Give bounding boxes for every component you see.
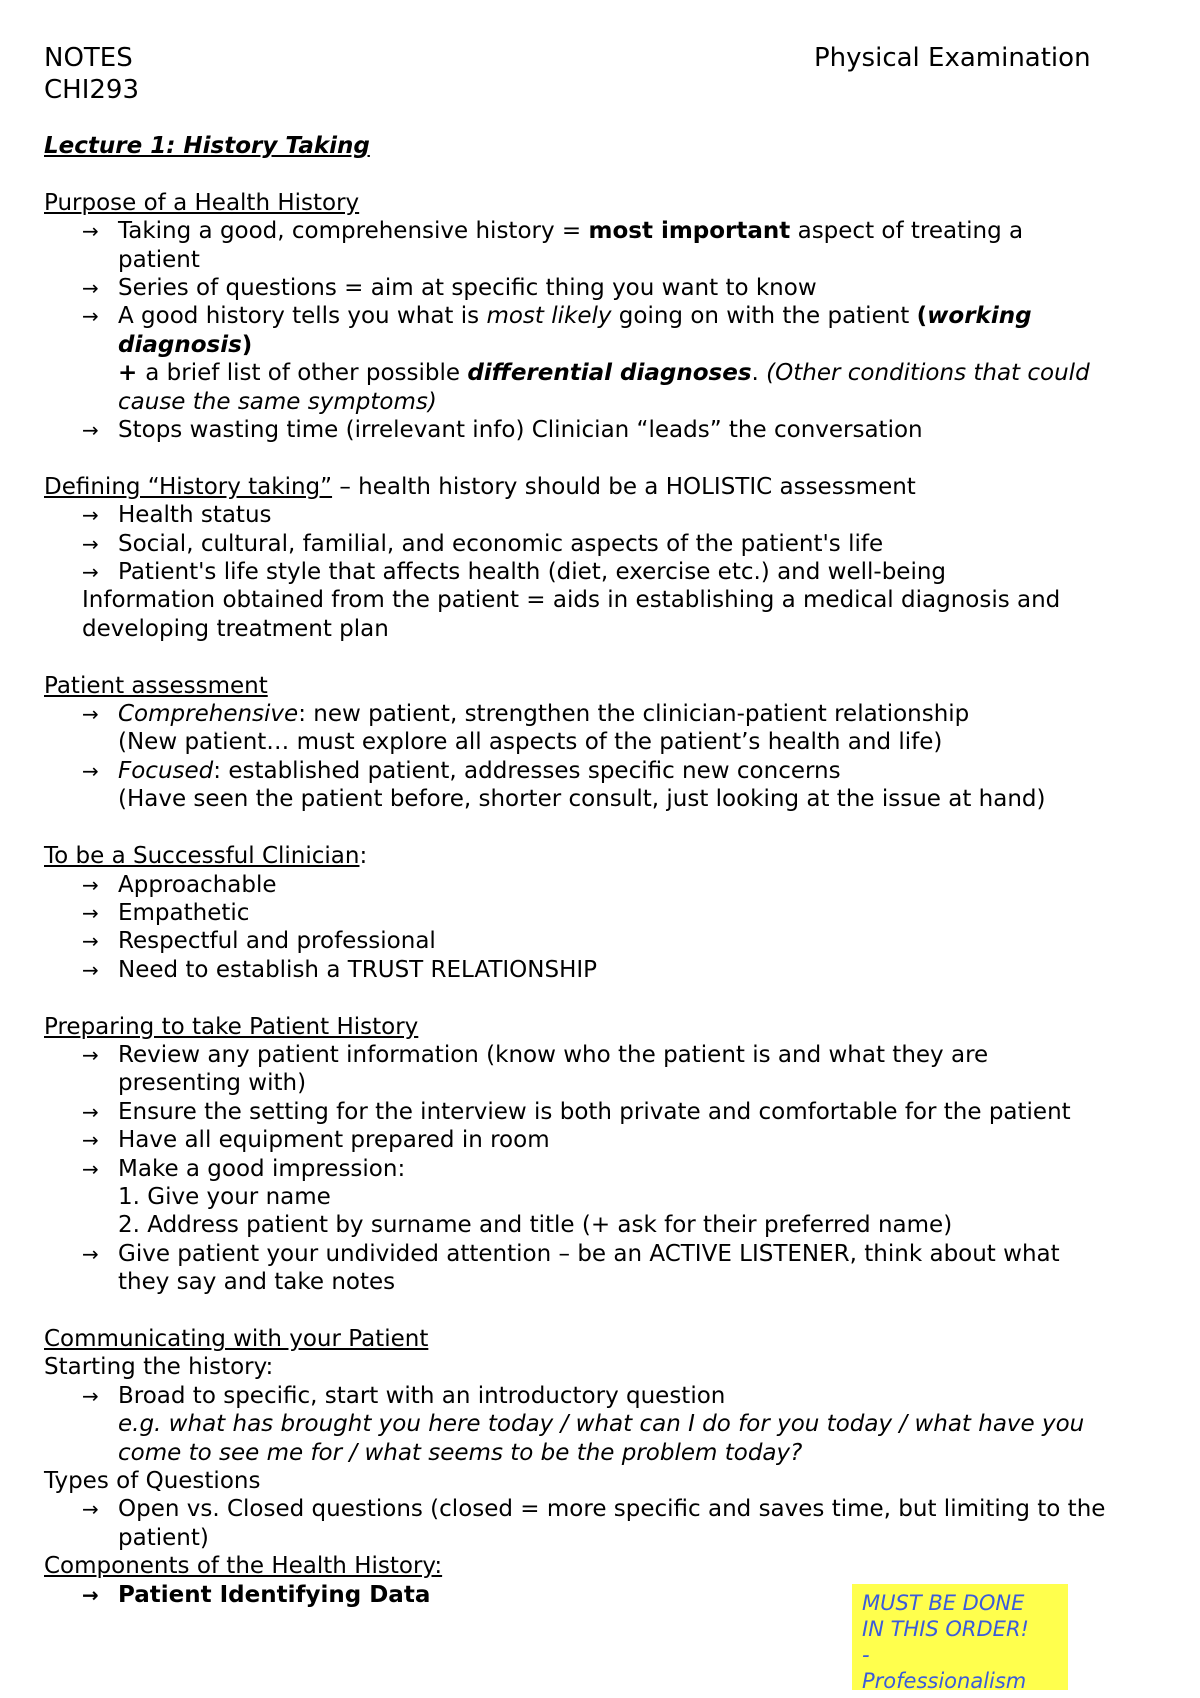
list-subitem: 1. Give your name — [118, 1183, 331, 1210]
arrow-icon: → — [82, 1241, 99, 1266]
arrow-icon: → — [82, 304, 99, 329]
arrow-icon: → — [82, 1099, 99, 1124]
arrow-icon: → — [82, 503, 99, 528]
sticky-note — [852, 1584, 1068, 1690]
list-item: → Taking a good, comprehensive history = most important aspect of treating a — [82, 218, 1024, 245]
list-item: → Comprehensive: new patient, strengthen the clinician-patient relationship — [82, 701, 970, 728]
notes-body — [44, 132, 1174, 1609]
list-item: → Patient Identifying Data — [82, 1581, 431, 1608]
arrow-icon: → — [82, 929, 99, 954]
paragraph-line: Information obtained from the patient = aids in establishing a medical diagnosis and — [82, 587, 1061, 614]
section-heading-components: Components of the Health History: — [44, 1553, 443, 1580]
example-line: e.g. what has brought you here today / what can I do for you today / what have you — [118, 1411, 1085, 1438]
list-item: → Need to establish a TRUST RELATIONSHIP — [82, 956, 598, 983]
list-item-continuation: + a brief list of other possible differential diagnoses. (Other conditions that could — [118, 360, 1090, 387]
header-notes: NOTES — [44, 43, 133, 73]
list-item: → Have all equipment prepared in room — [82, 1127, 550, 1154]
arrow-icon: → — [82, 1582, 99, 1607]
arrow-icon: → — [82, 1497, 99, 1522]
arrow-icon: → — [82, 560, 99, 585]
list-item: → Stops wasting time (irrelevant info) Clinician “leads” the conversation — [82, 417, 923, 444]
sticky-note-line: MUST BE DONE — [862, 1591, 1025, 1615]
subheading-starting: Starting the history: — [44, 1354, 274, 1381]
arrow-icon: → — [82, 276, 99, 301]
list-item-continuation: (Have seen the patient before, shorter consult, just looking at the issue at hand) — [118, 786, 1046, 813]
arrow-icon: → — [82, 900, 99, 925]
list-item-continuation: patient) — [118, 1524, 209, 1551]
list-item: → Review any patient information (know who the patient is and what they are — [82, 1041, 989, 1068]
arrow-icon: → — [82, 418, 99, 443]
list-subitem: 2. Address patient by surname and title (+ ask for their preferred name) — [118, 1212, 953, 1239]
list-item-continuation: patient — [118, 246, 200, 273]
arrow-icon: → — [82, 872, 99, 897]
section-heading-purpose: Purpose of a Health History — [44, 189, 360, 216]
arrow-icon: → — [82, 531, 99, 556]
lecture-title: Lecture 1: History Taking — [44, 133, 370, 159]
list-item: → Focused: established patient, addresses specific new concerns — [82, 757, 841, 784]
paragraph-line: developing treatment plan — [82, 615, 389, 642]
arrow-icon: → — [82, 758, 99, 783]
arrow-icon: → — [82, 1128, 99, 1153]
example-line: come to see me for / what seems to be the problem today? — [118, 1439, 803, 1466]
arrow-icon: → — [82, 1042, 99, 1067]
list-item: → Empathetic — [82, 899, 250, 926]
section-heading-preparing: Preparing to take Patient History — [44, 1013, 419, 1040]
arrow-icon: → — [82, 957, 99, 982]
list-item-continuation: cause the same symptoms) — [118, 388, 437, 415]
section-heading-defining: Defining “History taking” – health history should be a HOLISTIC assessment — [44, 473, 916, 500]
subheading-types: Types of Questions — [44, 1468, 261, 1494]
list-item-continuation: presenting with) — [118, 1070, 307, 1097]
arrow-icon: → — [82, 702, 99, 727]
list-item: → Broad to specific, start with an introductory question — [82, 1382, 726, 1409]
sticky-note-line: IN THIS ORDER! — [862, 1617, 1029, 1641]
section-heading-communicating: Communicating with your Patient — [44, 1325, 429, 1352]
list-item: → Patient's life style that affects health (diet, exercise etc.) and well-being — [82, 559, 947, 586]
header-course-code: CHI293 — [44, 75, 139, 105]
list-item: → Ensure the setting for the interview is both private and comfortable for the patient — [82, 1098, 1071, 1125]
list-item: → Approachable — [82, 871, 277, 898]
sticky-note-line: - — [862, 1643, 870, 1667]
arrow-icon: → — [82, 219, 99, 244]
list-item: → Make a good impression: — [82, 1155, 406, 1182]
list-item: → A good history tells you what is most likely going on with the patient (working — [82, 303, 1032, 330]
arrow-icon: → — [82, 1156, 99, 1181]
list-item: → Open vs. Closed questions (closed = more specific and saves time, but limiting to the — [82, 1496, 1106, 1523]
arrow-icon: → — [82, 1383, 99, 1408]
header-subject: Physical Examination — [814, 43, 1091, 73]
header-left — [44, 42, 139, 106]
list-item: → Give patient your undivided attention – be an ACTIVE LISTENER, think about what — [82, 1240, 1060, 1267]
list-item: → Series of questions = aim at specific thing you want to know — [82, 275, 817, 302]
section-heading-assessment: Patient assessment — [44, 672, 268, 699]
list-item-continuation: diagnosis) — [118, 331, 253, 358]
list-item: → Social, cultural, familial, and economic aspects of the patient's life — [82, 530, 884, 557]
list-item-continuation: (New patient… must explore all aspects of the patient’s health and life) — [118, 729, 943, 756]
list-item: → Health status — [82, 502, 272, 529]
sticky-note-line: Professionalism — [862, 1669, 1027, 1690]
list-item-continuation: they say and take notes — [118, 1269, 396, 1296]
list-item: → Respectful and professional — [82, 928, 436, 955]
section-heading-successful: To be a Successful Clinician: — [44, 843, 368, 870]
